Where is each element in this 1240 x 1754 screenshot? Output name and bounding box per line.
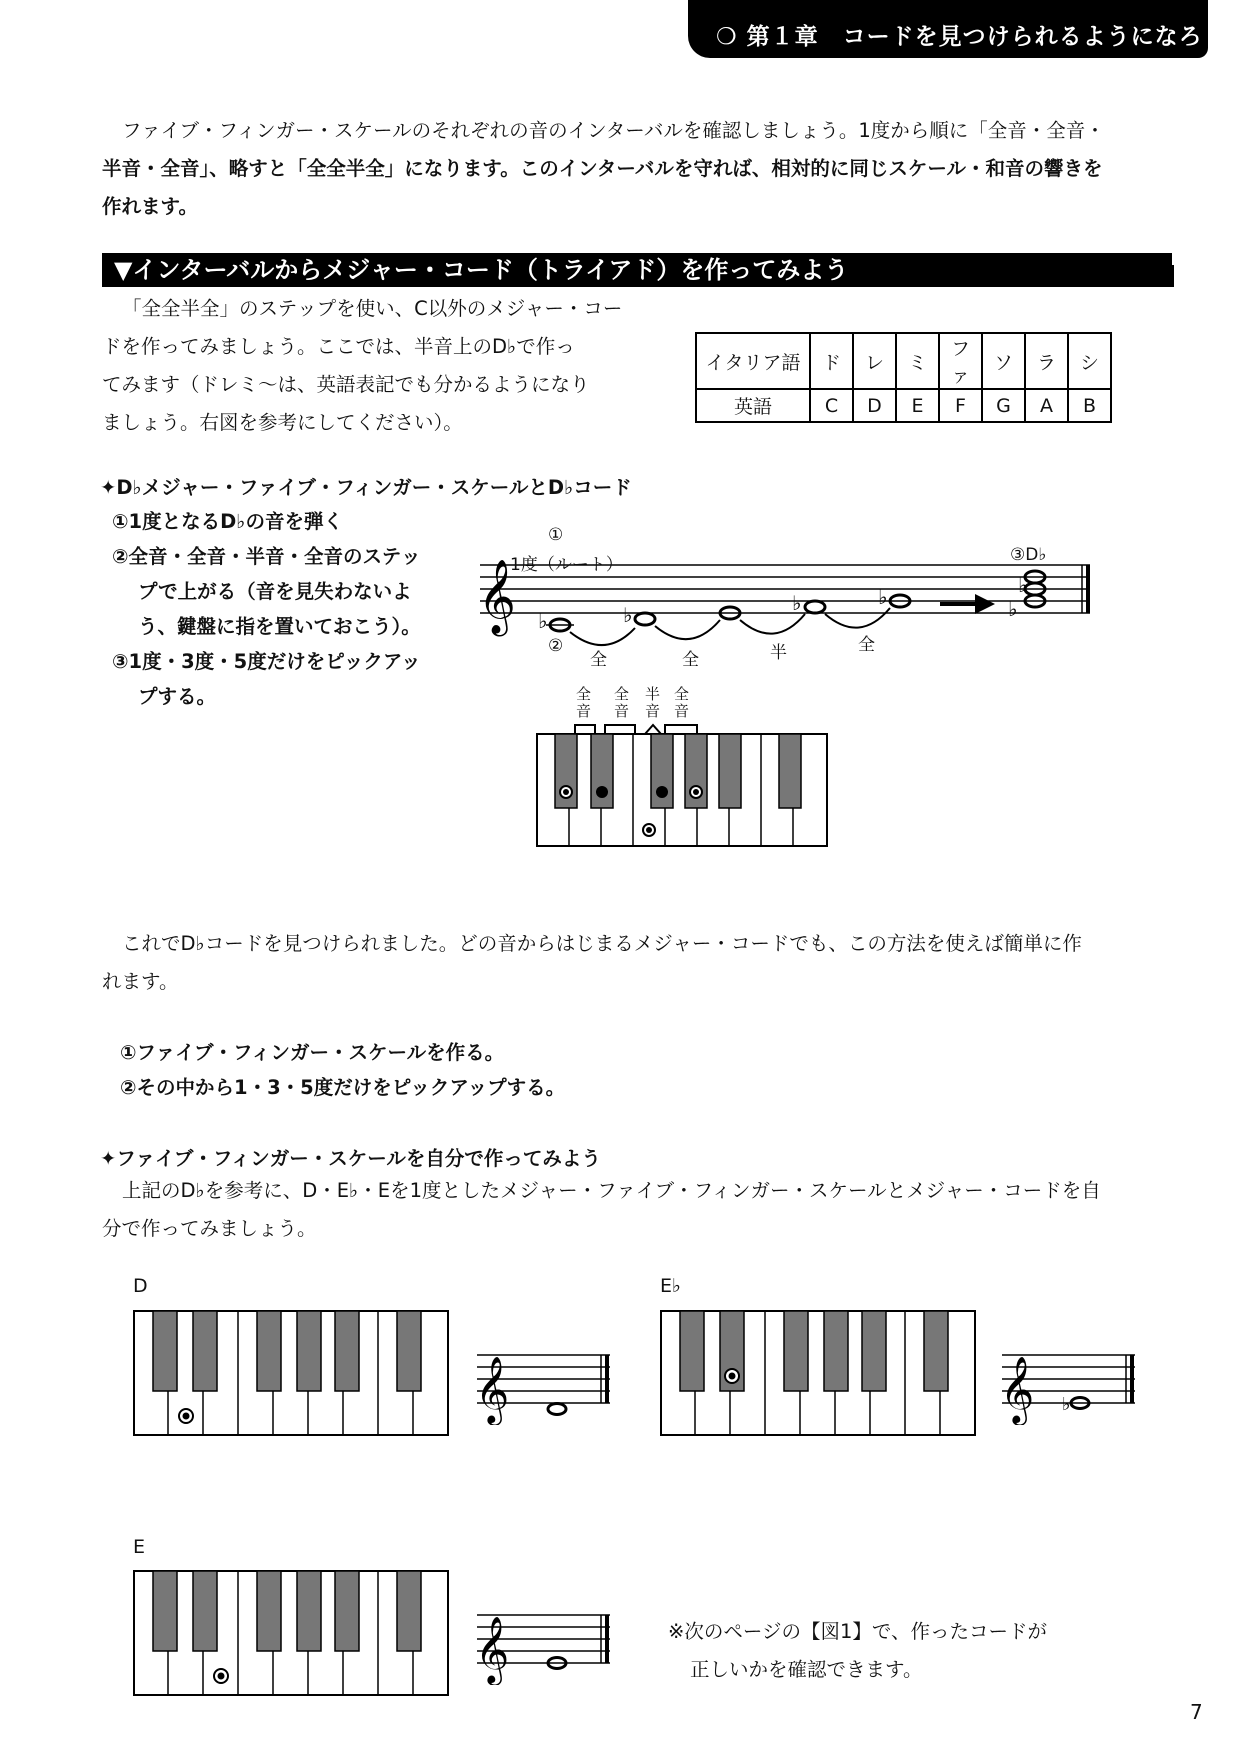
- keyboard-eb[interactable]: [660, 1310, 980, 1440]
- exercise-label-e: E: [133, 1536, 146, 1558]
- interval-label: 全: [858, 635, 875, 655]
- svg-text:♭: ♭: [1008, 597, 1018, 621]
- marker-1: ①: [548, 525, 564, 545]
- step-item: う、鍵盤に指を置いておこう）。: [138, 615, 421, 638]
- step-item: ③1度・3度・5度だけをピックアッ: [112, 650, 421, 673]
- table-cell: D: [853, 389, 896, 422]
- db-scale-staff: [470, 520, 1120, 680]
- table-header: イタリア語: [696, 333, 810, 389]
- table-cell: ファ: [939, 333, 982, 389]
- kbd-interval-label: 全 音: [674, 685, 690, 720]
- chapter-title: ❍ 第１章 コードを見つけられるようになろう: [688, 0, 1208, 58]
- check-note-line: 正しいかを確認できます。: [690, 1658, 923, 1681]
- section-bar-edge: [1150, 265, 1174, 287]
- example-heading: ✦D♭メジャー・ファイブ・フィンガー・スケールとD♭コード: [100, 476, 632, 499]
- keyboard-d[interactable]: [133, 1310, 453, 1440]
- check-note: [668, 1613, 1047, 1689]
- intro-line: 半音・全音」、略すと「全全半全」になります。このインターバルを守れば、相対的に同じスケール・和音の響きを: [102, 157, 1103, 180]
- exercise-heading: ✦ファイブ・フィンガー・スケールを自分で作ってみよう: [100, 1147, 601, 1170]
- db-keyboard: [535, 720, 835, 850]
- section-line: てみます（ドレミ〜は、英語表記でも分かるようになり: [102, 373, 590, 396]
- step-item: ①1度となるD♭の音を弾く: [112, 510, 343, 533]
- intro-paragraph: [102, 112, 1182, 226]
- conclusion-line: れます。: [102, 970, 179, 993]
- table-cell: B: [1068, 389, 1111, 422]
- point-item: ①ファイブ・フィンガー・スケールを作る。: [120, 1041, 505, 1064]
- treble-clef-icon: 𝄞: [475, 1355, 510, 1423]
- svg-text:♭: ♭: [792, 591, 802, 615]
- treble-clef-icon: 𝄞: [475, 1615, 510, 1683]
- exercise-line: 分で作ってみましょう。: [102, 1217, 317, 1240]
- keyboard-e[interactable]: [133, 1570, 453, 1700]
- check-note-line: ※次のページの【図1】で、作ったコードが: [668, 1620, 1047, 1643]
- table-cell: G: [982, 389, 1025, 422]
- kbd-interval-label: 全 音: [614, 685, 630, 720]
- flat-signs: [538, 585, 887, 633]
- table-cell: F: [939, 389, 982, 422]
- table-cell: C: [810, 389, 853, 422]
- svg-text:♭: ♭: [623, 603, 633, 627]
- interval-label: 半: [770, 643, 787, 663]
- section-title: ▼インターバルからメジャー・コード（トライアド）を作ってみよう: [102, 253, 1172, 287]
- kbd-interval-label: 半 音: [645, 685, 661, 720]
- section-line: 「全全半全」のステップを使い、C以外のメジャー・コー: [122, 297, 623, 320]
- note-d: [548, 1404, 566, 1415]
- table-cell: レ: [853, 333, 896, 389]
- staff-e: [475, 1605, 615, 1685]
- point-item: ②その中から1・3・5度だけをピックアップする。: [120, 1076, 566, 1099]
- interval-label: 全: [590, 650, 607, 670]
- section-paragraph: [102, 290, 642, 442]
- treble-clef-icon: 𝄞: [1000, 1355, 1035, 1423]
- step-item: プする。: [138, 685, 217, 708]
- svg-text:♭: ♭: [878, 585, 888, 609]
- arrow-icon: [940, 594, 995, 614]
- note-name-table: [695, 332, 1112, 423]
- intro-line: 作れます。: [102, 195, 198, 218]
- table-cell: ソ: [982, 333, 1025, 389]
- table-row-italian: [696, 333, 1111, 389]
- flat-sign: ♭: [1062, 1394, 1071, 1415]
- treble-clef-icon: 𝄞: [478, 560, 516, 634]
- conclusion-paragraph: [102, 925, 1182, 1001]
- table-cell: A: [1025, 389, 1068, 422]
- section-line: ましょう。右図を参考にしてください）。: [102, 411, 463, 434]
- table-cell: E: [896, 389, 939, 422]
- page-number: 7: [1190, 1700, 1203, 1724]
- table-cell: シ: [1068, 333, 1111, 389]
- example-steps: [112, 504, 462, 714]
- section-line: ドを作ってみましょう。ここでは、半音上のD♭で作っ: [102, 335, 575, 358]
- table-cell: ド: [810, 333, 853, 389]
- step-item: プで上がる（音を見失わないよ: [138, 580, 412, 603]
- marker-2: ②: [548, 636, 564, 656]
- interval-label: 全: [682, 650, 699, 670]
- svg-text:♭: ♭: [1018, 573, 1028, 597]
- root-label: 1度（ルート）: [510, 555, 623, 575]
- conclusion-line: これでD♭コードを見つけられました。どの音からはじまるメジャー・コードでも、この方法を使えば簡単に作: [122, 932, 1082, 955]
- staff-d: [475, 1345, 615, 1425]
- table-row-english: [696, 389, 1111, 422]
- exercise-paragraph: [102, 1172, 1182, 1248]
- table-header: 英語: [696, 389, 810, 422]
- exercise-line: 上記のD♭を参考に、D・E♭・Eを1度としたメジャー・ファイブ・フィンガー・スケールとメジャー・コードを自: [122, 1179, 1101, 1202]
- intro-line: ファイブ・フィンガー・スケールのそれぞれの音のインターバルを確認しましょう。1度から順に「全音・全音・: [122, 119, 1105, 142]
- svg-text:♭: ♭: [538, 609, 548, 633]
- exercise-label-d: D: [133, 1275, 148, 1297]
- kbd-interval-label: 全 音: [576, 685, 592, 720]
- table-cell: ラ: [1025, 333, 1068, 389]
- marker-3: ③D♭: [1010, 545, 1047, 565]
- table-cell: ミ: [896, 333, 939, 389]
- conclusion-points: [120, 1035, 565, 1105]
- staff-eb: [1000, 1345, 1140, 1425]
- step-item: ②全音・全音・半音・全音のステッ: [112, 545, 421, 568]
- exercise-label-eb: E♭: [660, 1275, 681, 1297]
